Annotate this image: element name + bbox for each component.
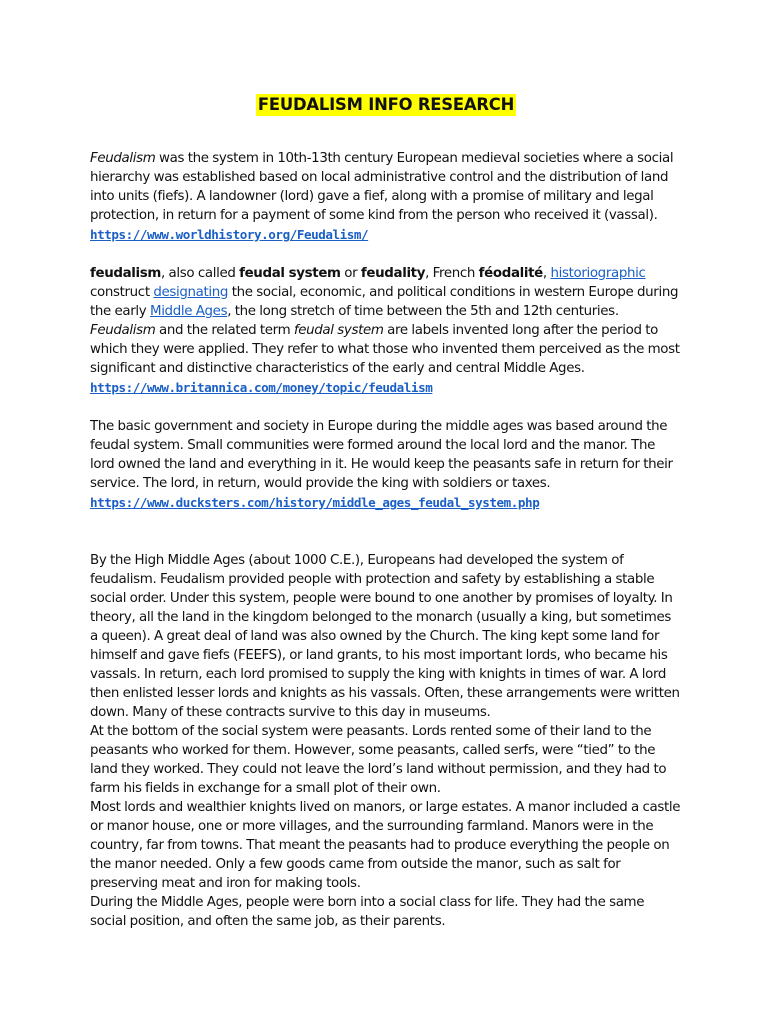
term-feudalism: Feudalism	[90, 151, 156, 166]
source-link-britannica[interactable]: https://www.britannica.com/money/topic/feudalism	[90, 380, 433, 395]
source-line	[90, 378, 682, 398]
document-title: FEUDALISM INFO RESEARCH	[257, 95, 515, 114]
paragraph-text: was the system in 10th-13th century European medieval societies where a social hierarchy was established based on local administrative control and the distribution of land into units (fiefs). A landowner (lord) gave a fief, along with a promise of military and legal protection, in return for a payment of some kind from the person who received it (vassal).	[90, 151, 674, 223]
link-designating[interactable]: designating	[153, 285, 229, 300]
source-link-ducksters[interactable]: https://www.ducksters.com/history/middle_ages_feudal_system.php	[90, 495, 540, 510]
text-span: , French	[425, 266, 479, 281]
text-span: , the long stretch of time between the 5th and 12th centuries.	[227, 304, 619, 319]
paragraph-peasants: At the bottom of the social system were peasants. Lords rented some of their land to the peasants who worked for them. However, some peasants, called serfs, were “tied” to the land they worked. They could not leave the lord’s land without permission, and they had to farm his fields in exchange for a small plot of their own.	[90, 724, 667, 796]
source-line	[90, 225, 682, 245]
term-feudality: feudality	[360, 266, 426, 281]
text-span: the social, economic, and political conditions in western Europe during the early	[90, 285, 679, 319]
term-feudal-system: feudal system	[239, 266, 341, 281]
document-page	[90, 94, 682, 931]
text-span: or	[340, 266, 361, 281]
text-span: ,	[542, 266, 551, 281]
link-historiographic[interactable]: historiographic	[550, 266, 646, 281]
paragraph-high-middle-ages: By the High Middle Ages (about 1000 C.E.), Europeans had developed the system of feudalism. Feudalism provided people with protection and safety by establishing a stable social order. Under this system, people were bound to one another by promises of loyalty. In theory, all the land in the kingdom belonged to the monarch (usually a king, but sometimes a queen). A great deal of land was also owned by the Church. The king kept some land for himself and gave fiefs (FEEFS), or land grants, to his most important lords, who became his vassals. In return, each lord promised to supply the king with knights in times of war. A lord then enlisted lesser lords and knights as his vassals. Often, these arrangements were written down. Many of these contracts survive to this day in museums.	[90, 553, 680, 720]
text-span: , also called	[161, 266, 240, 281]
term-feudalism-italic: Feudalism	[90, 323, 156, 338]
term-feudalism-bold: feudalism	[90, 266, 162, 281]
source-link-worldhistory[interactable]: https://www.worldhistory.org/Feudalism/	[90, 227, 369, 242]
paragraph-britannica	[90, 264, 682, 378]
term-feudal-system-italic: feudal system	[293, 323, 384, 338]
title-wrap	[90, 94, 682, 116]
link-middle-ages[interactable]: Middle Ages	[149, 304, 228, 319]
source-line	[90, 493, 682, 513]
spacer	[90, 513, 682, 551]
paragraph-manors: Most lords and wealthier knights lived on manors, or large estates. A manor included a castle or manor house, one or more villages, and the surrounding farmland. Manors were in the country, far from towns. That meant the peasants had to produce everything the people on the manor needed. Only a few goods came from outside the manor, such as salt for preserving meat and iron for making tools.	[90, 800, 681, 891]
text-span: construct	[90, 285, 154, 300]
spacer	[90, 245, 682, 264]
text-span: are labels invented long after the period to which they were applied. They refer to what those who invented them perceived as the most significant and distinctive characteristics of the early and central Middle Ages.	[90, 323, 680, 376]
paragraph-ducksters: The basic government and society in Europe during the middle ages was based around the feudal system. Small communities were formed around the local lord and the manor. The lord owned the land and everything in it. He would keep the peasants safe in return for their service. The lord, in return, would provide the king with soldiers or taxes.	[90, 419, 673, 491]
paragraph-social-class: During the Middle Ages, people were born into a social class for life. They had the same social position, and often the same job, as their parents.	[90, 895, 645, 929]
text-span: and the related term	[155, 323, 294, 338]
spacer	[90, 398, 682, 417]
term-feodalite: féodalité	[478, 266, 543, 281]
paragraph-worldhistory	[90, 149, 682, 225]
